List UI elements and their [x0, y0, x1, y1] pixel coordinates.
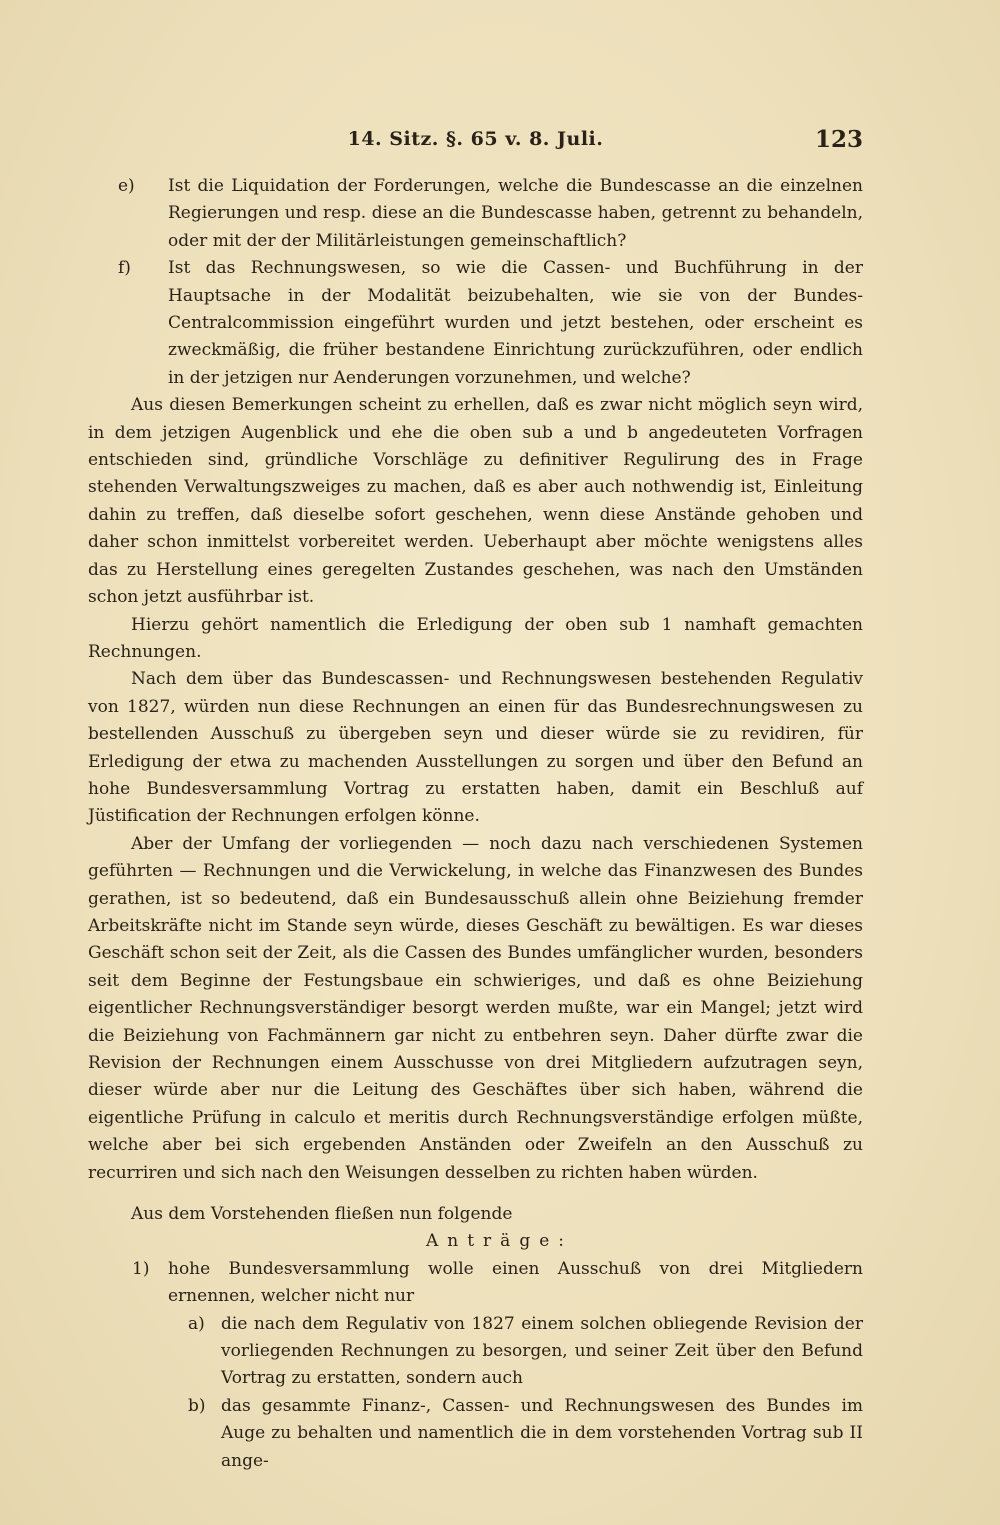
paragraph: Hierzu gehört namentlich die Erledigung der oben sub 1 namhaft gemachten Rechnungen. — [88, 614, 863, 662]
question-item-e — [88, 173, 863, 255]
paragraph: Aus diesen Bemerkungen scheint zu erhellen, daß es zwar nicht möglich seyn wird, in dem jetzigen Augenblick und ehe die oben sub a und b angedeuteten Vorfragen entschieden sind, gründliche Vorschläge zu definitiver Regulirung des in Frage stehenden Verwaltungszweiges zu machen, daß es aber auch nothwendig ist, Einleitung dahin zu treffen, daß dieselbe sofort geschehen, wenn diese Anstände gehoben und daher schon inmittelst vorbereitet werden. Ueberhaupt aber möchte wenigstens alles das zu Herstellung eines geregelten Zustandes geschehen, was nach den Umständen schon jetzt ausführbar ist. — [88, 395, 863, 608]
motion-subitem-b — [88, 1393, 863, 1475]
paragraph: Nach dem über das Bundescassen- und Rechnungswesen bestehenden Regulativ von 1827, würden nun diese Rechnungen an einen für das Bundesrechnungswesen zu bestellenden Ausschuß zu übergeben seyn und dieser würde sie zu revidiren, für Erledigung der etwa zu machenden Ausstellungen zu sorgen und über den Befund an hohe Bundesversammlung Vortrag zu erstatten haben, damit ein Beschluß auf Jüstification der Rechnungen erfolgen könne. — [88, 669, 863, 827]
item-marker: e) — [118, 176, 135, 196]
motion-item-1 — [88, 1256, 863, 1311]
item-text: hohe Bundesversammlung wolle einen Ausschuß von drei Mitgliedern ernennen, welcher nicht nur — [168, 1258, 863, 1307]
paragraph: Aus dem Vorstehenden fließen nun folgende — [131, 1204, 513, 1225]
item-text: Ist die Liquidation der Forderungen, welche die Bundescasse an die einzelnen Regierungen und resp. diese an die Bundescasse haben, getrennt zu behandeln, oder mit der der Militärleistungen gemeinschaftlich? — [168, 176, 863, 251]
paragraph: Aber der Umfang der vorliegenden — noch dazu nach verschiedenen Systemen geführten — Rechnungen und die Verwickelung, in welche das Finanzwesen des Bundes gerathen, ist so bedeutend, daß ein Bundesausschuß allein ohne Beiziehung fremder Arbeitskräfte nicht im Stande seyn würde, dieses Geschäft zu bewältigen. Es war dieses Geschäft schon seit der Zeit, als die Cassen des Bundes umfänglicher wurden, besonders seit dem Beginne der Festungsbaue ein schwieriges, und daß es ohne Beiziehung eigentlicher Rechnungsverständiger besorgt werden mußte, war ein Mangel; jetzt wird die Beiziehung von Fachmännern gar nicht zu entbehren seyn. Daher dürfte zwar die Revision der Rechnungen einem Ausschusse von drei Mitgliedern aufzutragen seyn, dieser würde aber nur die Leitung des Geschäftes über sich haben, während die eigentliche Prüfung in calculo et meritis durch Rechnungsverständige erfolgen müßte, welche aber bei sich ergebenden Anständen oder Zweifeln an den Ausschuß zu recurriren und sich nach den Weisungen desselben zu richten haben würden. — [88, 833, 863, 1183]
item-marker: 1) — [132, 1258, 150, 1279]
subitem-marker: b) — [188, 1395, 206, 1416]
running-head: 14. Sitz. §. 65 v. 8. Juli. — [347, 128, 604, 150]
spacer — [88, 1187, 863, 1201]
subitem-text: die nach dem Regulativ von 1827 einem solchen obliegende Revision der vorliegenden Rechnungen zu besorgen, und seiner Zeit über den Befund Vortrag zu erstatten, sondern auch — [221, 1313, 863, 1389]
page-body — [88, 173, 863, 1475]
motion-subitem-a — [88, 1311, 863, 1393]
question-item-f — [88, 255, 863, 392]
section-heading-antraege: Anträge: — [426, 1231, 573, 1252]
page-header — [88, 122, 863, 162]
page-number: 123 — [814, 126, 863, 153]
subitem-text: das gesammte Finanz-, Cassen- und Rechnungswesen des Bundes im Auge zu behalten und namentlich die in dem vorstehenden Vortrag sub II ange- — [221, 1395, 863, 1471]
subitem-marker: a) — [188, 1313, 205, 1334]
item-marker: f) — [118, 258, 131, 279]
item-text: Ist das Rechnungswesen, so wie die Cassen- und Buchführung in der Hauptsache in der Modalität beizubehalten, wie sie von der Bundes-Centralcommission eingeführt wurden und jetzt bestehen, oder erscheint es zweckmäßig, die früher bestandene Einrichtung zurückzuführen, oder endlich in der jetzigen nur Aenderungen vorzunehmen, und welche? — [168, 258, 863, 388]
